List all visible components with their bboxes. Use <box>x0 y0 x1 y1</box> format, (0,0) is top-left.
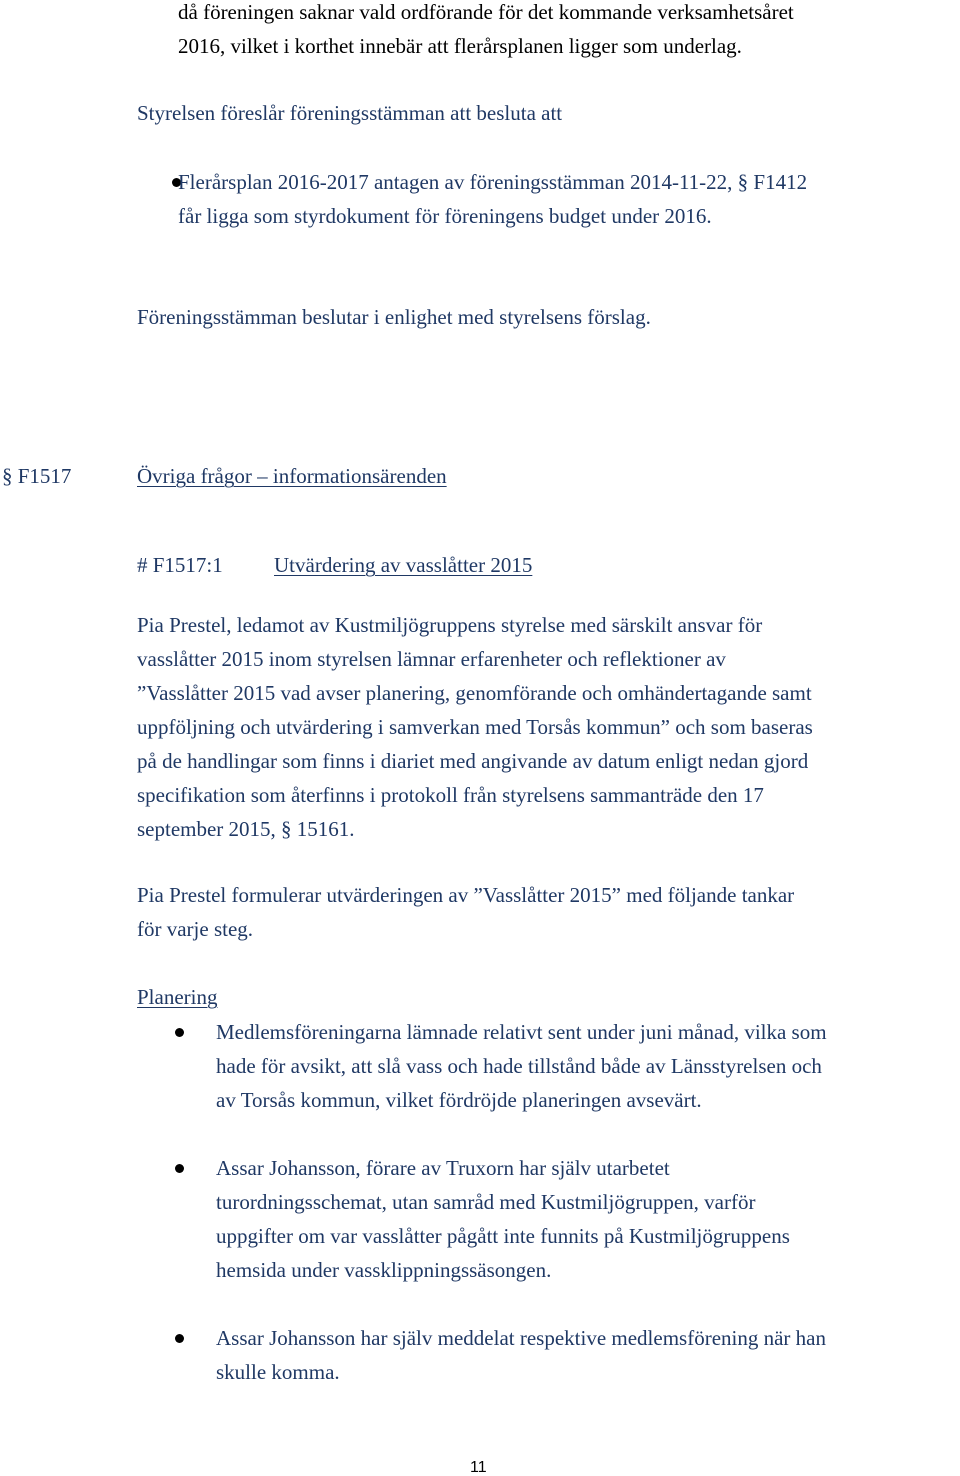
planering-bullet-1-line: hade för avsikt, att slå vass och hade tillstånd både av Länsstyrelsen och <box>216 1054 822 1078</box>
planering-bullet-2-line: turordningsschemat, utan samråd med Kustmiljögruppen, varför <box>216 1190 756 1214</box>
paragraph1-line: på de handlingar som finns i diariet med angivande av datum enligt nedan gjord <box>137 749 809 773</box>
planering-bullet-3-line: Assar Johansson har själv meddelat respektive medlemsförening när han <box>216 1326 826 1350</box>
bullet-icon <box>175 1334 184 1343</box>
subsection-title: Utvärdering av vasslåtter 2015 <box>274 553 533 577</box>
proposal-heading: Styrelsen föreslår föreningsstämman att besluta att <box>137 101 563 125</box>
intro-line-2: 2016, vilket i korthet innebär att flerårsplanen ligger som underlag. <box>178 34 742 58</box>
planering-bullet-1-line: Medlemsföreningarna lämnade relativt sent under juni månad, vilka som <box>216 1020 827 1044</box>
planering-heading: Planering <box>137 985 218 1009</box>
planering-bullet-2-line: Assar Johansson, förare av Truxorn har själv utarbetet <box>216 1156 670 1180</box>
paragraph1-line: uppföljning och utvärdering i samverkan med Torsås kommun” och som baseras <box>137 715 813 739</box>
planering-bullet-2-line: uppgifter om var vasslåtter pågått inte funnits på Kustmiljögruppens <box>216 1224 790 1248</box>
decision-text: Föreningsstämman beslutar i enlighet med styrelsens förslag. <box>137 305 651 329</box>
paragraph2-line: Pia Prestel formulerar utvärderingen av ”Vasslåtter 2015” med följande tankar <box>137 883 795 907</box>
planering-bullet-1-line: av Torsås kommun, vilket fördröjde planeringen avsevärt. <box>216 1088 702 1112</box>
planering-bullet-3-line: skulle komma. <box>216 1360 340 1384</box>
section-title: Övriga frågor – informationsärenden <box>137 464 447 488</box>
page-number: 11 <box>470 1459 487 1476</box>
intro-line-1: då föreningen saknar vald ordförande för det kommande verksamhetsåret <box>178 0 794 24</box>
planering-bullet-2-line: hemsida under vassklippningssäsongen. <box>216 1258 552 1282</box>
paragraph1-line: ”Vasslåtter 2015 vad avser planering, genomförande och omhändertagande samt <box>137 681 812 705</box>
paragraph2-line: för varje steg. <box>137 917 254 941</box>
paragraph1-line: vasslåtter 2015 inom styrelsen lämnar erfarenheter och reflektioner av <box>137 647 726 671</box>
section-number: § F1517 <box>2 464 72 488</box>
proposal-bullet-line-1: Flerårsplan 2016-2017 antagen av föreningsstämman 2014-11-22, § F1412 <box>178 170 808 194</box>
proposal-bullet-line-2: får ligga som styrdokument för föreningens budget under 2016. <box>178 204 712 228</box>
bullet-icon <box>175 1164 184 1173</box>
subsection-number: # F1517:1 <box>137 553 223 577</box>
bullet-icon <box>175 1028 184 1037</box>
paragraph1-line: september 2015, § 15161. <box>137 817 355 841</box>
paragraph1-line: Pia Prestel, ledamot av Kustmiljögruppens styrelse med särskilt ansvar för <box>137 613 763 637</box>
paragraph1-line: specifikation som återfinns i protokoll från styrelsens sammanträde den 17 <box>137 783 764 807</box>
